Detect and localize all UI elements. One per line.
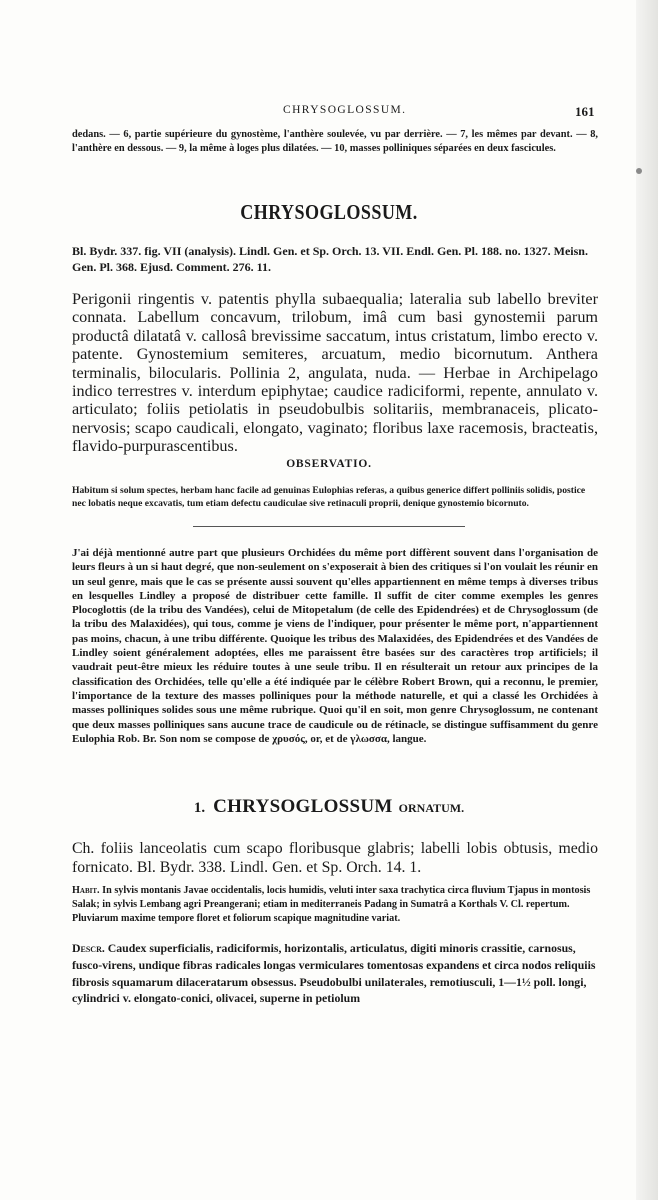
species-description bbox=[72, 940, 598, 1007]
french-commentary: J'ai déjà mentionné autre part que plusieurs Orchidées du même port diffèrent souvent dans l'organisation de leurs fleurs à un si haut degré, que non-seulement on s'exposerait à bien des critiques si l'on voulait les réunir en un seul genre, mais que le cas se présente aussi souvent qu'elles appartiennent en même temps à diverses tribus en lesquelles Lindley a proposé de distribuer cette famille. Il suffit de citer comme exemples les genres Plocoglottis (de la tribu des Vandées), celui de Mitopetalum (de celle des Epidendrées) et de Chrysoglossum (de la tribu des Malaxidées), qui tous, comme je viens de l'indiquer, pour présenter le même port, n'appartiennent pas moins, chacun, à une tribu différente. Quoique les tribus des Malaxidées, des Epidendrées et des Vandées de Lindley soient généralement adoptées, elles me paraissent être basées sur des caractères trop artificiels; il vaudrait peut-être mieux les réduire toutes à une seule tribu. Il en résulterait un retour aux principes de la classification des Orchidées, telle qu'elle a été indiquée par le célèbre Robert Brown, qui a reconnu, le premier, l'importance de la texture des masses polliniques pour la méthode naturelle, et qui a classé les Orchidées à masses polliniques solides sous une même rubrique. Quoi qu'il en soit, mon genre Chrysoglossum, ne contenant que deux masses polliniques sans aucune trace de caudicule ou de rétinacle, se distingue suffisamment du genre Eulophia Rob. Br. Son nom se compose de χρυσός, or, et de γλωσσα, langue. bbox=[72, 547, 598, 745]
observatio-text: Habitum si solum spectes, herbam hanc facile ad genuinas Eulophias referas, a quibus generice differt polliniis solidis, postice nec lobatis neque excavatis, tum etiam defectu caudiculae sive retinaculi proprii, denique gynostemio bicornuto. bbox=[72, 485, 586, 510]
habitat-text: In sylvis montanis Javae occidentalis, locis humidis, veluti inter saxa trachytica circa fluvium Tjapus in montosis Salak; in sylvis Lembang agri Preangerani; etiam in mediterraneis Padang in Sumatrâ a Korthals V. Cl. repertum. Pluviarum maxime tempore floret et foliorum scapique magnitudine variat. bbox=[72, 885, 591, 924]
genus-description: Perigonii ringentis v. patentis phylla subaequalia; lateralia sub labello breviter connata. Labellum concavum, trilobum, imâ cum basi gynostemii parum productâ dilatatâ v. callosâ brevissime saccatum, intus cristatum, limbo erecto v. patente. Gynostemium semiteres, arcuatum, medio bicornutum. Anthera terminalis, bilocularis. Pollinia 2, angulata, nuda. — Herbae in Archipelago indico terrestres v. interdum epiphytae; caudice radiciformi, repente, annulato v. articulato; foliis petiolatis in pseudobulbis solitariis, membranaceis, plicato-nervosis; scapo caudicali, elongato, vaginato; floribus laxe racemosis, bracteatis, flavido-purpurascentibus. bbox=[72, 290, 598, 456]
species-heading bbox=[0, 796, 658, 818]
page-number: 161 bbox=[575, 104, 595, 119]
species-habitat bbox=[72, 884, 598, 926]
page-edge bbox=[636, 0, 658, 1200]
genus-references: Bl. Bydr. 337. fig. VII (analysis). Lindl. Gen. et Sp. Orch. 13. VII. Endl. Gen. Pl. 188. no. 1327. Meisn. Gen. Pl. 368. Ejusd. Comment. 276. 11. bbox=[72, 244, 588, 274]
running-head bbox=[0, 104, 658, 122]
section-divider bbox=[193, 526, 465, 527]
observatio-heading: OBSERVATIO. bbox=[286, 458, 372, 470]
figure-caption: dedans. — 6, partie supérieure du gynostème, l'anthère soulevée, vu par derrière. — 7, les mêmes par devant. — 8, l'anthère en dessous. — 9, la même à loges plus dilatées. — 10, masses polliniques séparées en deux fascicules. bbox=[72, 129, 598, 154]
species-diagnosis: Ch. foliis lanceolatis cum scapo floribusque glabris; labelli lobis obtusis, medio fornicato. Bl. Bydr. 338. Lindl. Gen. et Sp. Orch. 14. 1. bbox=[72, 840, 598, 876]
species-genus: CHRYSOGLOSSUM bbox=[213, 796, 393, 817]
paper-speck bbox=[636, 168, 642, 174]
genus-title: CHRYSOGLOSSUM. bbox=[240, 200, 418, 224]
species-epithet: ORNATUM. bbox=[398, 801, 465, 815]
habitat-label: Habit. bbox=[72, 885, 100, 896]
species-number: 1. bbox=[193, 800, 206, 816]
description-text: Caudex superficialis, radiciformis, horizontalis, articulatus, digiti minoris crassitie, carnosus, fusco-virens, undique fibras radicales longas vermiculares tomentosas expandens et circa nodos reliquiis fibrosis squamarum dilaceratarum obsessus. Pseudobulbi unilaterales, remotiusculi, 1—1½ poll. longi, cylindrici v. elongato-conici, olivacei, superne in petiolum bbox=[72, 941, 596, 1006]
description-label: Descr. bbox=[72, 941, 105, 955]
running-title: CHRYSOGLOSSUM. bbox=[283, 104, 407, 116]
